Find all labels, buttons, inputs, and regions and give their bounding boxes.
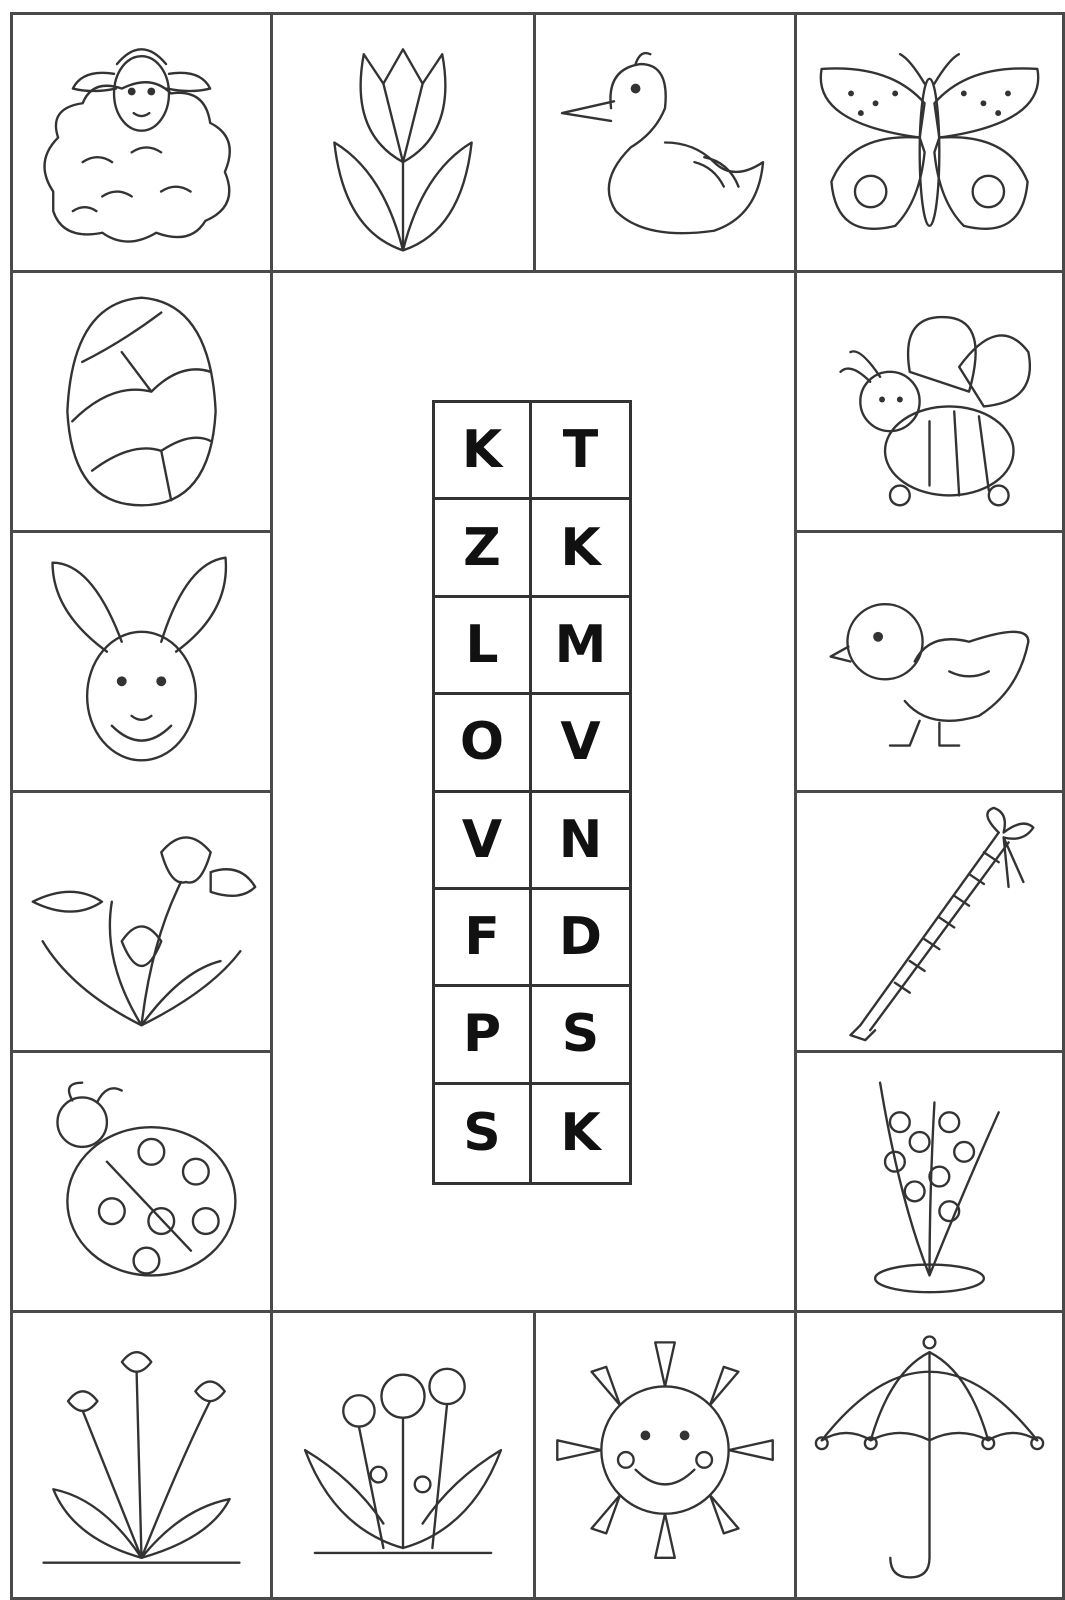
letter-cell: L — [435, 598, 532, 695]
bunny-icon — [13, 533, 270, 790]
letter-cell: K — [532, 500, 629, 597]
picture-cell-easter-egg — [10, 270, 273, 533]
letter-cell: P — [435, 987, 532, 1084]
letter-cell: V — [435, 793, 532, 890]
picture-cell-sun — [533, 1310, 797, 1600]
letter-cell: M — [532, 598, 629, 695]
letter-grid — [432, 400, 632, 1185]
butterfly-icon — [797, 15, 1062, 270]
picture-cell-duck — [533, 12, 797, 273]
picture-cell-bee — [794, 270, 1065, 533]
picture-cell-umbrella — [794, 1310, 1065, 1600]
letter-cell: K — [560, 1103, 601, 1164]
picture-cell-sheep — [10, 12, 273, 273]
duck-icon — [536, 15, 794, 270]
picture-cell-tulip — [270, 12, 536, 273]
lily-of-the-valley-icon — [797, 1053, 1062, 1310]
picture-cell-pussy-willow-whip — [794, 790, 1065, 1053]
letter-cell: N — [532, 793, 629, 890]
snowdrops-icon — [13, 793, 270, 1050]
picture-cell-ladybug — [10, 1050, 273, 1313]
picture-cell-flower-plant — [10, 1310, 273, 1600]
umbrella-icon — [797, 1313, 1062, 1597]
easter-egg-icon — [13, 273, 270, 530]
tulip-icon — [273, 15, 533, 270]
letter-cell: V — [532, 695, 629, 792]
chick-icon — [797, 533, 1062, 790]
letter-cell: S — [532, 987, 629, 1084]
dandelions-icon — [273, 1313, 533, 1597]
flower-plant-icon — [13, 1313, 270, 1597]
picture-cell-dandelions — [270, 1310, 536, 1600]
letter-cell: K — [435, 403, 532, 500]
pussy-willow-whip-icon — [797, 793, 1062, 1050]
picture-cell-butterfly — [794, 12, 1065, 273]
letter-cell: T — [532, 403, 629, 500]
letter-cell: F — [435, 890, 532, 987]
letter-cell: O — [435, 695, 532, 792]
bee-icon — [797, 273, 1062, 530]
picture-cell-chick — [794, 530, 1065, 793]
picture-cell-bunny — [10, 530, 273, 793]
letter-cell: S — [435, 1085, 532, 1182]
letter-cell: D — [532, 890, 629, 987]
ladybug-icon — [13, 1053, 270, 1310]
sun-icon — [536, 1313, 794, 1597]
picture-cell-lily-of-the-valley — [794, 1050, 1065, 1313]
picture-cell-snowdrops — [10, 790, 273, 1053]
sheep-icon — [13, 15, 270, 270]
letter-cell: Z — [435, 500, 532, 597]
